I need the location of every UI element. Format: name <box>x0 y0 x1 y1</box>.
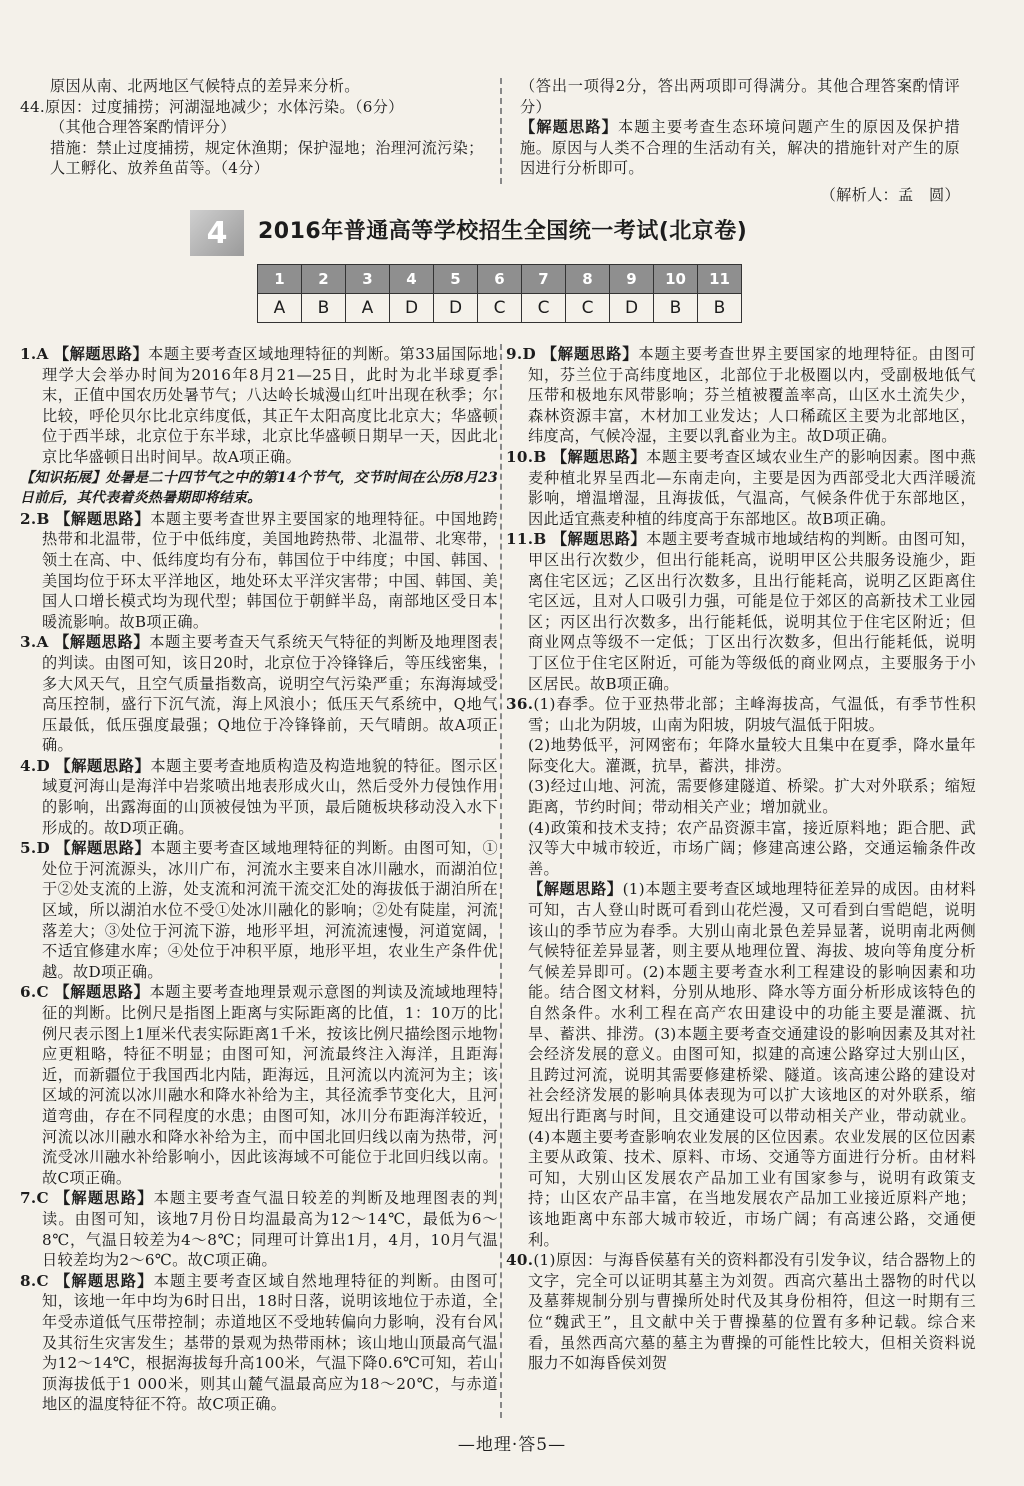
answer-cell: A <box>258 294 302 323</box>
item-number: 8.C <box>20 1271 49 1290</box>
solution-tag: 【解题思路】 <box>54 633 150 652</box>
answer-cell: B <box>302 294 346 323</box>
answer-cell: B <box>654 294 698 323</box>
item-number: 5.D <box>20 839 50 858</box>
text-line: （其他合理答案酌情评分） <box>50 118 236 137</box>
item-number: 40. <box>506 1251 534 1270</box>
solution-tag: 【解题思路】 <box>528 880 623 899</box>
signature: （解析人：孟 圆） <box>820 185 960 204</box>
extension-tag: 【知识拓展】 <box>20 469 106 486</box>
item-number: 1.A <box>20 345 49 363</box>
answer-item <box>20 982 498 1188</box>
text-line: 人工孵化、放养鱼苗等。（4分） <box>50 159 270 178</box>
answer-item-40 <box>506 1250 976 1374</box>
solution-tag: 【解题思路】 <box>551 447 647 466</box>
item-text: (1)原因：与海昏侯墓有关的资料都没有引发争议，结合器物上的文字，完全可以证明其墓主为刘贺。西高穴墓出土器物的时代以及墓葬规制分别与曹操所处时代及其身份相符，但这一时期有三位“魏武王”，且文献中关于曹操墓的位置有多种记载。综合来看，虽然西高穴墓的墓主为曹操的可能性比较大，但相关资料说服力不如海昏侯刘贺 <box>528 1251 976 1373</box>
answer-table <box>257 264 742 323</box>
item-text: 本题主要考查城市地域结构的判断。由图可知，甲区出行次数少，但出行能耗高，说明甲区公共服务设施少，距离住宅区远；乙区出行次数多，且出行能耗高，说明乙区距离住宅区远，且对人口吸引力强，可能是位于郊区的高新技术工业园区；丙区出行次数多，出行能耗低，说明其位于住宅区附近；但商业网点等级不一定低；丁区出行次数多，但出行能耗低，说明丁区位于住宅区附近，可能为等级低的商业网点，主要服务于小区居民。故B项正确。 <box>528 530 976 693</box>
answer-item <box>20 509 498 633</box>
item-number: 36. <box>506 695 534 714</box>
solution-text: 本题主要考查生态环境问题产生的原因及保护措施。原因与人类不合理的生活动有关，解决的措施针对产生的原因进行分析即可。 <box>520 118 960 178</box>
solution-tag: 【解题思路】 <box>541 345 639 363</box>
answer-cell: B <box>698 294 742 323</box>
item-number: 7.C <box>20 1189 49 1208</box>
answer-cell: C <box>566 294 610 323</box>
item-text: 本题主要考查气温日较差的判断及地理图表的判读。由图可知，该地7月份日均温最高为12～14℃，最低为6～8℃，气温日较差为4～8℃；同理可计算出1月，4月，10月气温日较差均为2～6℃。故C项正确。 <box>42 1189 498 1270</box>
question-number: 5 <box>434 265 478 294</box>
answer-item <box>20 756 498 838</box>
solution-tag: 【解题思路】 <box>54 1271 154 1290</box>
solution-tag: 【解题思路】 <box>54 983 150 1002</box>
exam-title: 2016年普通高等学校招生全国统一考试(北京卷) <box>258 219 748 244</box>
text-line: 措施：禁止过度捕捞，规定休渔期；保护湿地；治理河流污染； <box>50 138 484 157</box>
solution-text: (1)本题主要考查区域地理特征差异的成因。由材料可知，古人登山时既可看到山花烂漫，又可看到白雪皑皑，说明该山的季节应为春季。大别山南北景色差异显著，说明南北两侧气候特征差异显著，则主要从地理位置、海拔、坡向等角度分析气候差异即可。(2)本题主要考查水利工程建设的影响因素和功能。结合图文材料，分别从地形、降水等方面分析形成该特色的自然条件。水利工程在高产农田建设中的功能主要是灌溉、抗旱、蓄洪、排涝。(3)本题主要考查交通建设的影响因素及其对社会经济发展的意义。由图可知，拟建的高速公路穿过大别山区，且跨过河流，说明其需要修建桥梁、隧道。该高速公路的建设对社会经济发展的影响具体表现为可以扩大该地区的对外联系，缩短出行距离与时间，且交通建设可以带动相关产业，带动就业。(4)本题主要考查影响农业发展的区位因素。农业发展的区位因素主要从政策、技术、原料、市场、交通等方面进行分析。由材料可知，大别山区发展农产品加工业有国家参与，说明有政策支持；山区农产品丰富，在当地发展农产品加工业接近原料产地；该地距离中东部大城市较近，市场广阔；有高速公路，交通便利。 <box>528 880 976 1249</box>
column-divider <box>500 78 502 184</box>
question-number: 8 <box>566 265 610 294</box>
item-number: 11.B <box>506 530 547 549</box>
item-text: (1)春季。位于亚热带北部；主峰海拔高，气温低，有季节性积雪；山北为阴坡，山南为阳坡，阴坡气温低于阳坡。 <box>528 695 976 734</box>
answer-cell: D <box>390 294 434 323</box>
item-number: 9.D <box>506 345 536 363</box>
question-number: 4 <box>390 265 434 294</box>
item-text: 本题主要考查区域农业生产的影响因素。图中燕麦种植北界呈西北—东南走向，主要是因为西部受北大西洋暖流影响，增温增湿，且海拔低，气温高，气候条件优于东部地区，因此适宜燕麦种植的纬度高于东部地区。故B项正确。 <box>528 447 976 528</box>
answer-item <box>506 447 976 529</box>
question-number: 2 <box>302 265 346 294</box>
answer-cell: D <box>434 294 478 323</box>
item-number: 10.B <box>506 447 547 466</box>
answer-item <box>506 344 976 447</box>
answer-cell: C <box>478 294 522 323</box>
solution-tag: 【解题思路】 <box>53 345 149 363</box>
answer-cell: A <box>346 294 390 323</box>
answer-line: (3)经过山地、河流，需要修建隧道、桥梁。扩大对外联系；缩短距离，节约时间；带动相关产业；增加就业。 <box>528 777 976 817</box>
knowledge-extension <box>20 468 498 509</box>
item-number: 6.C <box>20 983 49 1002</box>
item-text: 本题主要考查区域地理特征的判断。第33届国际地理学大会举办时间为2016年8月21—25日，此时为北半球夏季末，正值中国农历处暑节气；八达岭长城漫山红叶出现在秋季；尔比较，呼伦贝尔比北京纬度低，其正午太阳高度比北京大；华盛顿位于西半球，北京位于东半球，北京比华盛顿日期早一天，因此北京比华盛顿日出时间早。故A项正确。 <box>42 345 498 466</box>
item-number: 2.B <box>20 509 50 528</box>
item-text: 本题主要考查地质构造及构造地貌的特征。图示区域夏河海山是海洋中岩浆喷出地表形成火山，然后受外力侵蚀作用的影响，出露海面的山顶被侵蚀为平顶，最后随板块移动没入水下形成的。故D项正确。 <box>42 756 498 837</box>
question-number: 3 <box>346 265 390 294</box>
answer-item-36 <box>506 694 976 735</box>
item-text: 本题主要考查天气系统天气特征的判断及地理图表的判读。由图可知，该日20时，北京位于冷锋锋后，等压线密集，多大风天气，且空气质量指数高，说明空气污染严重；东海海域受高压控制，盛行下沉气流，海上风浪小；低压天气系统中，Q地气压最低，低压强度最强；Q地位于冷锋锋前，天气晴朗。故A项正确。 <box>42 633 498 755</box>
column-divider <box>500 344 502 1418</box>
answer-item <box>20 838 498 982</box>
text-line: 44.原因：过度捕捞；河湖湿地减少；水体污染。（6分） <box>20 97 404 116</box>
question-number: 1 <box>258 265 302 294</box>
item-text: 本题主要考查世界主要国家的地理特征。由图可知，芬兰位于高纬度地区，北部位于北极圈以内，受副极地低气压带和极地东风带影响；芬兰植被覆盖率高，山区水土流失少，森林资源丰富，木材加工业发达；人口稀疏区主要为北部地区，纬度高，气候冷湿，主要以乳畜业为主。故D项正确。 <box>528 345 976 446</box>
solution-tag: 【解题思路】 <box>55 839 151 858</box>
item-text: 本题主要考查地理景观示意图的判读及流域地理特征的判断。比例尺是指图上距离与实际距离的比值，1：10万的比例尺表示图上1厘米代表实际距离1千米，按该比例尺描绘图示地物应更粗略，特征不明显；由图可知，河流最终注入海洋，且距海近，而新疆位于我国西北内陆，距海远，且河流以内流河为主；该区域的河流以冰川融水和降水补给为主，其径流季节变化大，且河道弯曲，存在不同程度的水患；由图可知，冰川分布距海洋较近，河流以冰川融水和降水补给为主，而中国北回归线以南为热带，河流受冰川融水补给影响小，因此该海域不可能位于北回归线以南。故C项正确。 <box>42 983 498 1187</box>
answer-item <box>20 344 498 468</box>
solution-tag: 【解题思路】 <box>551 530 647 549</box>
right-column <box>506 344 976 1374</box>
extension-text: 处暑是二十四节气之中的第14个节气，交节时间在公历8月23日前后，其代表着炎热暑期即将结束。 <box>20 469 498 507</box>
left-column <box>20 344 498 1415</box>
question-number: 10 <box>654 265 698 294</box>
answer-line: (4)政策和技术支持；农产品资源丰富，接近原料地；距合肥、武汉等大中城市较近，市场广阔；修建高速公路，交通运输条件改善。 <box>528 818 976 878</box>
answer-item <box>20 1188 498 1270</box>
text-line: （答出一项得2分，答出两项即可得满分。其他合理答案酌情评分） <box>520 77 960 116</box>
solution-block <box>506 879 976 1250</box>
solution-tag: 【解题思路】 <box>520 118 618 137</box>
question-number: 7 <box>522 265 566 294</box>
answer-cell: C <box>522 294 566 323</box>
answer-cell: D <box>610 294 654 323</box>
solution-tag: 【解题思路】 <box>55 756 151 775</box>
question-number: 11 <box>698 265 742 294</box>
text-line: 原因从南、北两地区气候特点的差异来分析。 <box>50 77 360 95</box>
answer-line: (2)地势低平，河网密布；年降水量较大且集中在夏季，降水量年际变化大。灌溉，抗旱，蓄洪，排涝。 <box>528 736 976 775</box>
section-number-badge: 4 <box>190 210 244 256</box>
item-number: 4.D <box>20 756 50 775</box>
page-footer: —地理·答5— <box>457 1435 567 1455</box>
top-left-block <box>20 76 486 179</box>
item-text: 本题主要考查区域地理特征的判断。由图可知，①处位于河流源头，冰川广布，河流水主要来自冰川融水，而湖泊位于②处支流的上游，处支流和河流干流交汇处的海拔低于湖泊所在区域，所以湖泊水位不受①处冰川融化的影响；②处有陡崖，河流落差大；③处位于河流下游，地形平坦，河流流速慢，河道宽阔，不适宜修建水库；④处位于冲积平原，地形平坦，农业生产条件优越。故D项正确。 <box>42 839 498 981</box>
answer-item <box>506 529 976 694</box>
solution-tag: 【解题思路】 <box>54 1189 154 1208</box>
solution-tag: 【解题思路】 <box>55 509 151 528</box>
item-text: 本题主要考查区域自然地理特征的判断。由图可知，该地一年中均为6时日出，18时日落，说明该地位于赤道，全年受赤道低气压带控制；赤道地区不受地转偏向力影响，没有台风及其衍生灾害发生；基带的景观为热带雨林；该山地山顶最高气温为12～14℃，根据海拔每升高100米，气温下降0.6℃可知，若山顶海拔低于1 000米，则其山麓气温最高应为18～20℃，与赤道地区的温度特征不符。故C项正确。 <box>42 1271 498 1414</box>
item-number: 3.A <box>20 633 49 652</box>
answer-item <box>20 1271 498 1415</box>
answer-item <box>20 632 498 756</box>
item-text: 本题主要考查世界主要国家的地理特征。中国地跨热带和北温带，位于中低纬度，美国地跨热带、北温带、北寒带，领土在高、中、低纬度均有分布，韩国位于中纬度；中国、韩国、美国均位于环太平洋地区，地处环太平洋灾害带；中国、韩国、美国人口增长模式均为现代型；韩国位于朝鲜半岛，南部地区受日本暖流影响。故B项正确。 <box>42 509 498 631</box>
top-right-block <box>520 76 960 206</box>
question-number: 6 <box>478 265 522 294</box>
question-number: 9 <box>610 265 654 294</box>
